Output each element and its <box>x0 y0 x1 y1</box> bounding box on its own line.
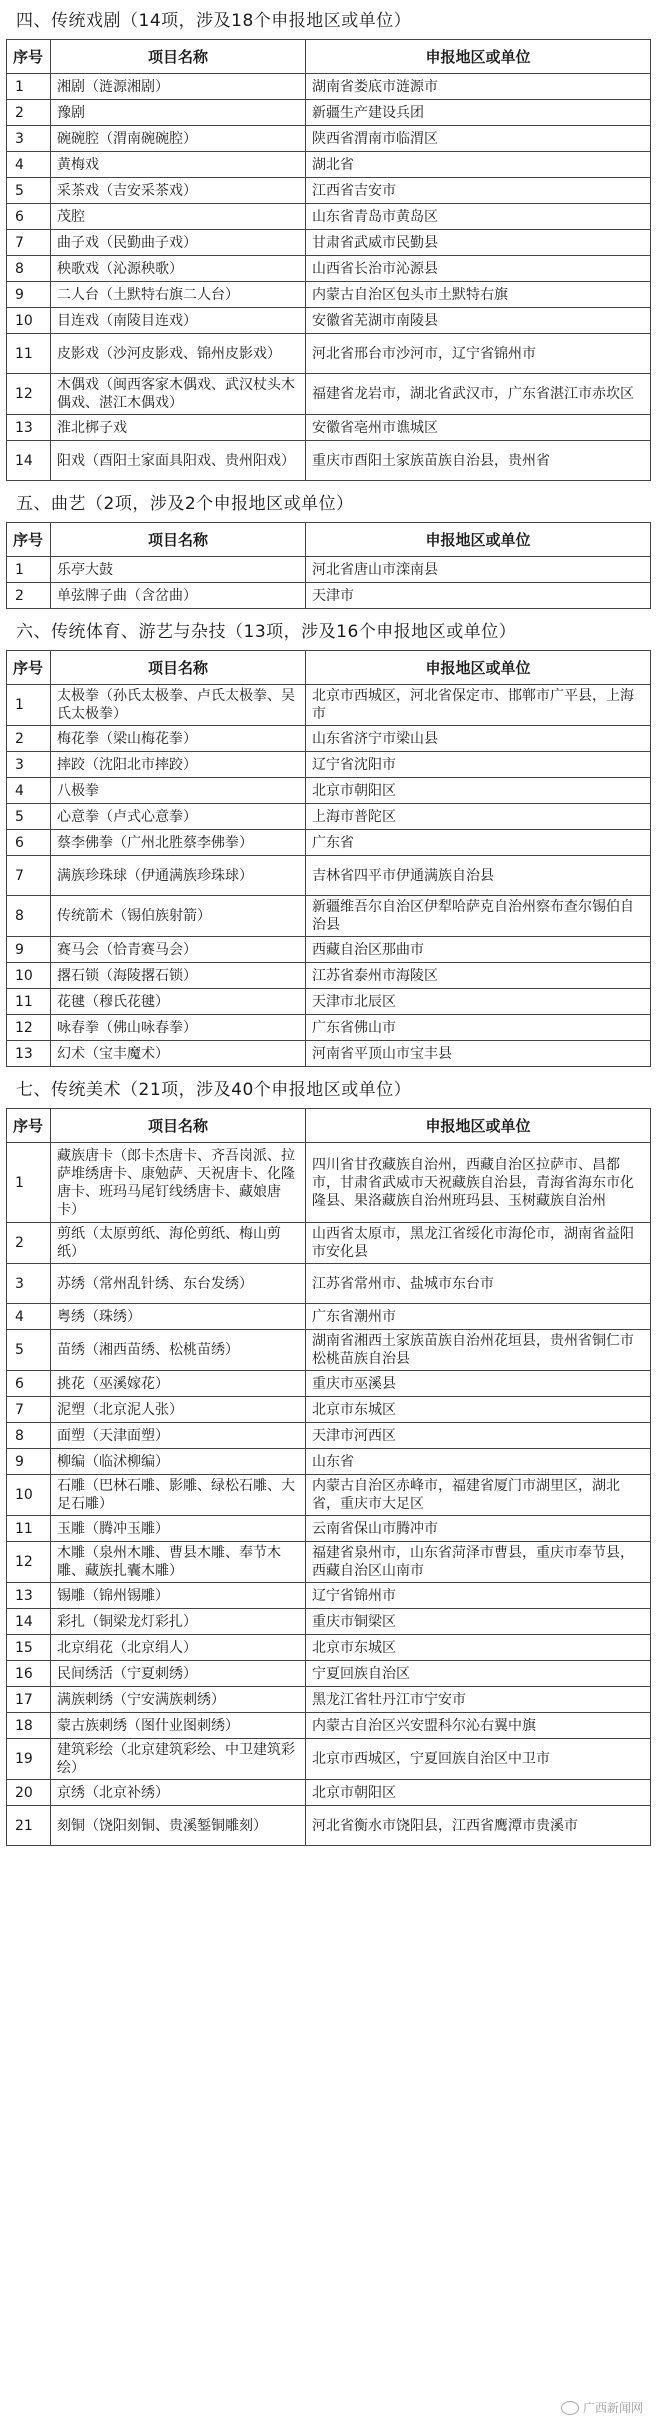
cell-num: 13 <box>7 415 51 441</box>
cell-region: 湖南省湘西土家族苗族自治州花垣县，贵州省铜仁市松桃苗族自治县 <box>306 1330 651 1371</box>
cell-name: 彩扎（铜梁龙灯彩扎） <box>51 1609 306 1635</box>
cell-name: 茂腔 <box>51 204 306 230</box>
cell-region: 重庆市酉阳土家族苗族自治县，贵州省 <box>306 441 651 481</box>
cell-name: 黄梅戏 <box>51 152 306 178</box>
cell-region: 福建省泉州市，山东省菏泽市曹县，重庆市奉节县，西藏自治区山南市 <box>306 1542 651 1583</box>
table-row <box>7 334 651 374</box>
cell-name: 锡雕（锦州锡雕） <box>51 1583 306 1609</box>
cell-name: 采茶戏（吉安采茶戏） <box>51 178 306 204</box>
cell-region: 山西省太原市，黑龙江省绥化市海伦市，湖南省益阳市安化县 <box>306 1223 651 1264</box>
header-num: 序号 <box>7 523 51 557</box>
cell-region: 黑龙江省牡丹江市宁安市 <box>306 1687 651 1713</box>
cell-region: 新疆维吾尔自治区伊犁哈萨克自治州察布查尔锡伯自治县 <box>306 896 651 937</box>
cell-region: 内蒙古自治区包头市土默特右旗 <box>306 282 651 308</box>
cell-num: 8 <box>7 896 51 937</box>
table-row <box>7 374 651 415</box>
header-name: 项目名称 <box>51 40 306 74</box>
table-row <box>7 1806 651 1846</box>
cell-name: 苏绣（常州乱针绣、东台发绣） <box>51 1264 306 1304</box>
cell-num: 9 <box>7 282 51 308</box>
cell-region: 山东省 <box>306 1449 651 1475</box>
table-row <box>7 937 651 963</box>
table-row <box>7 1542 651 1583</box>
cell-name: 民间绣活（宁夏刺绣） <box>51 1661 306 1687</box>
cell-name: 蔡李佛拳（广州北胜蔡李佛拳） <box>51 830 306 856</box>
cell-num: 2 <box>7 100 51 126</box>
table-row <box>7 1739 651 1780</box>
table-row <box>7 1661 651 1687</box>
section-title: 七、传统美术（21项，涉及40个申报地区或单位） <box>16 1080 412 1100</box>
section-4 <box>6 1073 651 1846</box>
cell-num: 18 <box>7 1713 51 1739</box>
table-row <box>7 1143 651 1223</box>
cell-name: 面塑（天津面塑） <box>51 1423 306 1449</box>
cell-num: 1 <box>7 557 51 583</box>
table-header-row <box>7 1109 651 1143</box>
cell-region: 辽宁省沈阳市 <box>306 752 651 778</box>
cell-name: 皮影戏（沙河皮影戏、锦州皮影戏） <box>51 334 306 374</box>
table-row <box>7 963 651 989</box>
table-row <box>7 1609 651 1635</box>
table-row <box>7 726 651 752</box>
section-3 <box>6 615 651 1067</box>
cell-num: 1 <box>7 74 51 100</box>
table-row <box>7 752 651 778</box>
cell-name: 北京绢花（北京绢人） <box>51 1635 306 1661</box>
cell-name: 玉雕（腾冲玉雕） <box>51 1516 306 1542</box>
cell-num: 3 <box>7 126 51 152</box>
table-row <box>7 896 651 937</box>
cell-num: 10 <box>7 1475 51 1516</box>
cell-region: 吉林省四平市伊通满族自治县 <box>306 856 651 896</box>
cell-region: 天津市河西区 <box>306 1423 651 1449</box>
cell-name: 太极拳（孙氏太极拳、卢氏太极拳、吴氏太极拳） <box>51 685 306 726</box>
cell-name: 乐亭大鼓 <box>51 557 306 583</box>
cell-region: 河北省邢台市沙河市，辽宁省锦州市 <box>306 334 651 374</box>
cell-num: 6 <box>7 1371 51 1397</box>
header-name: 项目名称 <box>51 1109 306 1143</box>
cell-num: 2 <box>7 1223 51 1264</box>
cell-region: 上海市普陀区 <box>306 804 651 830</box>
cell-num: 20 <box>7 1780 51 1806</box>
cell-name: 曲子戏（民勤曲子戏） <box>51 230 306 256</box>
cell-num: 13 <box>7 1583 51 1609</box>
cell-region: 云南省保山市腾冲市 <box>306 1516 651 1542</box>
table-row <box>7 1223 651 1264</box>
cell-name: 刻铜（饶阳刻铜、贵溪錾铜雕刻） <box>51 1806 306 1846</box>
cell-num: 6 <box>7 830 51 856</box>
table-header-row <box>7 651 651 685</box>
cell-num: 16 <box>7 1661 51 1687</box>
item-table <box>6 650 651 1067</box>
header-name: 项目名称 <box>51 523 306 557</box>
cell-num: 3 <box>7 752 51 778</box>
table-row <box>7 1449 651 1475</box>
cell-num: 9 <box>7 937 51 963</box>
table-row <box>7 1583 651 1609</box>
cell-num: 4 <box>7 778 51 804</box>
cell-region: 内蒙古自治区兴安盟科尔沁右翼中旗 <box>306 1713 651 1739</box>
cell-region: 安徽省亳州市谯城区 <box>306 415 651 441</box>
cell-region: 江苏省泰州市海陵区 <box>306 963 651 989</box>
cell-name: 挑花（巫溪嫁花） <box>51 1371 306 1397</box>
cell-region: 北京市东城区 <box>306 1397 651 1423</box>
cell-name: 碗碗腔（渭南碗碗腔） <box>51 126 306 152</box>
cell-num: 1 <box>7 685 51 726</box>
table-row <box>7 230 651 256</box>
table-row <box>7 100 651 126</box>
table-row <box>7 557 651 583</box>
cell-num: 17 <box>7 1687 51 1713</box>
watermark <box>561 2399 643 2416</box>
table-row <box>7 126 651 152</box>
table-row <box>7 1041 651 1067</box>
cell-region: 西藏自治区那曲市 <box>306 937 651 963</box>
header-region: 申报地区或单位 <box>306 523 651 557</box>
item-table <box>6 522 651 609</box>
cell-num: 5 <box>7 804 51 830</box>
table-row <box>7 415 651 441</box>
table-header-row <box>7 40 651 74</box>
table-row <box>7 1516 651 1542</box>
cell-num: 11 <box>7 989 51 1015</box>
watermark-text: 广西新闻网 <box>582 2401 643 2415</box>
cell-region: 福建省龙岩市，湖北省武汉市，广东省湛江市赤坎区 <box>306 374 651 415</box>
cell-num: 14 <box>7 1609 51 1635</box>
table-row <box>7 152 651 178</box>
table-row <box>7 1475 651 1516</box>
cell-name: 藏族唐卡（郎卡杰唐卡、齐吾岗派、拉萨堆绣唐卡、康勉萨、天祝唐卡、化隆唐卡、班玛马尾钉线绣唐卡、藏娘唐卡） <box>51 1143 306 1223</box>
cell-region: 安徽省芜湖市南陵县 <box>306 308 651 334</box>
table-row <box>7 74 651 100</box>
cell-name: 目连戏（南陵目连戏） <box>51 308 306 334</box>
cell-name: 二人台（土默特右旗二人台） <box>51 282 306 308</box>
cell-region: 重庆市巫溪县 <box>306 1371 651 1397</box>
cell-num: 4 <box>7 152 51 178</box>
cell-region: 江苏省常州市、盐城市东台市 <box>306 1264 651 1304</box>
header-num: 序号 <box>7 651 51 685</box>
cell-region: 内蒙古自治区赤峰市，福建省厦门市湖里区，湖北省，重庆市大足区 <box>306 1475 651 1516</box>
cell-region: 宁夏回族自治区 <box>306 1661 651 1687</box>
cell-region: 江西省吉安市 <box>306 178 651 204</box>
section-1 <box>6 4 651 481</box>
cell-name: 淮北梆子戏 <box>51 415 306 441</box>
table-row <box>7 1330 651 1371</box>
cell-num: 12 <box>7 1542 51 1583</box>
header-num: 序号 <box>7 1109 51 1143</box>
header-name: 项目名称 <box>51 651 306 685</box>
header-num: 序号 <box>7 40 51 74</box>
table-row <box>7 1371 651 1397</box>
cell-num: 14 <box>7 441 51 481</box>
cell-num: 2 <box>7 726 51 752</box>
section-title: 五、曲艺（2项，涉及2个申报地区或单位） <box>16 494 354 514</box>
cell-num: 5 <box>7 1330 51 1371</box>
cell-name: 剪纸（太原剪纸、海伦剪纸、梅山剪纸） <box>51 1223 306 1264</box>
table-header-row <box>7 523 651 557</box>
table-row <box>7 204 651 230</box>
table-row <box>7 685 651 726</box>
cell-region: 新疆生产建设兵团 <box>306 100 651 126</box>
cell-num: 11 <box>7 334 51 374</box>
cell-name: 摔跤（沈阳北市摔跤） <box>51 752 306 778</box>
cell-region: 湖北省 <box>306 152 651 178</box>
cell-num: 21 <box>7 1806 51 1846</box>
cell-name: 单弦牌子曲（含岔曲） <box>51 583 306 609</box>
table-row <box>7 1635 651 1661</box>
cell-region: 湖南省娄底市涟源市 <box>306 74 651 100</box>
cell-region: 陕西省渭南市临渭区 <box>306 126 651 152</box>
cell-name: 咏春拳（佛山咏春拳） <box>51 1015 306 1041</box>
cell-num: 6 <box>7 204 51 230</box>
cell-num: 10 <box>7 308 51 334</box>
cell-region: 北京市西城区，河北省保定市、邯郸市广平县，上海市 <box>306 685 651 726</box>
cell-num: 10 <box>7 963 51 989</box>
cell-num: 19 <box>7 1739 51 1780</box>
table-row <box>7 1015 651 1041</box>
cell-region: 北京市东城区 <box>306 1635 651 1661</box>
table-row <box>7 1687 651 1713</box>
cell-name: 阳戏（酉阳土家面具阳戏、贵州阳戏） <box>51 441 306 481</box>
cell-name: 心意拳（卢式心意拳） <box>51 804 306 830</box>
cell-name: 京绣（北京补绣） <box>51 1780 306 1806</box>
cell-name: 柳编（临沭柳编） <box>51 1449 306 1475</box>
cell-num: 8 <box>7 256 51 282</box>
cell-region: 广东省潮州市 <box>306 1304 651 1330</box>
table-row <box>7 1304 651 1330</box>
cell-region: 辽宁省锦州市 <box>306 1583 651 1609</box>
section-title: 六、传统体育、游艺与杂技（13项，涉及16个申报地区或单位） <box>16 622 517 642</box>
table-row <box>7 441 651 481</box>
cell-region: 甘肃省武威市民勤县 <box>306 230 651 256</box>
cell-num: 12 <box>7 1015 51 1041</box>
cell-region: 天津市 <box>306 583 651 609</box>
cell-region: 北京市朝阳区 <box>306 1780 651 1806</box>
table-row <box>7 178 651 204</box>
cell-name: 建筑彩绘（北京建筑彩绘、中卫建筑彩绘） <box>51 1739 306 1780</box>
table-row <box>7 989 651 1015</box>
cell-region: 河南省平顶山市宝丰县 <box>306 1041 651 1067</box>
table-row <box>7 1397 651 1423</box>
cell-name: 泥塑（北京泥人张） <box>51 1397 306 1423</box>
chat-bubble-icon <box>561 2401 579 2415</box>
cell-name: 湘剧（涟源湘剧） <box>51 74 306 100</box>
cell-num: 4 <box>7 1304 51 1330</box>
sections-container <box>6 4 651 1846</box>
table-row <box>7 856 651 896</box>
cell-name: 石雕（巴林石雕、影雕、绿松石雕、大足石雕） <box>51 1475 306 1516</box>
cell-region: 天津市北辰区 <box>306 989 651 1015</box>
cell-region: 四川省甘孜藏族自治州，西藏自治区拉萨市、昌都市，甘肃省武威市天祝藏族自治县，青海省海东市化隆县、果洛藏族自治州班玛县、玉树藏族自治州 <box>306 1143 651 1223</box>
table-row <box>7 308 651 334</box>
cell-num: 7 <box>7 230 51 256</box>
cell-num: 7 <box>7 856 51 896</box>
cell-region: 山西省长治市沁源县 <box>306 256 651 282</box>
cell-num: 15 <box>7 1635 51 1661</box>
cell-name: 撂石锁（海陵撂石锁） <box>51 963 306 989</box>
item-table <box>6 1108 651 1846</box>
header-region: 申报地区或单位 <box>306 1109 651 1143</box>
cell-num: 5 <box>7 178 51 204</box>
cell-name: 八极拳 <box>51 778 306 804</box>
cell-region: 河北省衡水市饶阳县，江西省鹰潭市贵溪市 <box>306 1806 651 1846</box>
cell-region: 广东省佛山市 <box>306 1015 651 1041</box>
cell-name: 满族珍珠球（伊通满族珍珠球） <box>51 856 306 896</box>
table-row <box>7 583 651 609</box>
section-title: 四、传统戏剧（14项，涉及18个申报地区或单位） <box>16 11 412 31</box>
table-row <box>7 1713 651 1739</box>
cell-name: 苗绣（湘西苗绣、松桃苗绣） <box>51 1330 306 1371</box>
cell-name: 赛马会（恰青赛马会） <box>51 937 306 963</box>
cell-region: 北京市西城区，宁夏回族自治区中卫市 <box>306 1739 651 1780</box>
cell-region: 广东省 <box>306 830 651 856</box>
cell-num: 3 <box>7 1264 51 1304</box>
cell-num: 2 <box>7 583 51 609</box>
cell-name: 木雕（泉州木雕、曹县木雕、奉节木雕、藏族扎囊木雕） <box>51 1542 306 1583</box>
cell-num: 7 <box>7 1397 51 1423</box>
cell-num: 11 <box>7 1516 51 1542</box>
cell-name: 秧歌戏（沁源秧歌） <box>51 256 306 282</box>
cell-name: 传统箭术（锡伯族射箭） <box>51 896 306 937</box>
cell-region: 重庆市铜梁区 <box>306 1609 651 1635</box>
table-row <box>7 778 651 804</box>
cell-name: 花毽（穆氏花毽） <box>51 989 306 1015</box>
header-region: 申报地区或单位 <box>306 651 651 685</box>
section-2 <box>6 487 651 609</box>
table-row <box>7 804 651 830</box>
cell-name: 粤绣（珠绣） <box>51 1304 306 1330</box>
cell-region: 山东省青岛市黄岛区 <box>306 204 651 230</box>
table-row <box>7 282 651 308</box>
cell-name: 蒙古族刺绣（图什业图刺绣） <box>51 1713 306 1739</box>
table-row <box>7 1780 651 1806</box>
item-table <box>6 39 651 481</box>
table-row <box>7 1264 651 1304</box>
cell-region: 河北省唐山市滦南县 <box>306 557 651 583</box>
table-row <box>7 1423 651 1449</box>
cell-name: 梅花拳（梁山梅花拳） <box>51 726 306 752</box>
cell-name: 满族刺绣（宁安满族刺绣） <box>51 1687 306 1713</box>
cell-name: 木偶戏（闽西客家木偶戏、武汉杖头木偶戏、湛江木偶戏） <box>51 374 306 415</box>
table-row <box>7 256 651 282</box>
table-row <box>7 830 651 856</box>
cell-num: 13 <box>7 1041 51 1067</box>
cell-num: 9 <box>7 1449 51 1475</box>
cell-region: 山东省济宁市梁山县 <box>306 726 651 752</box>
cell-name: 豫剧 <box>51 100 306 126</box>
cell-num: 8 <box>7 1423 51 1449</box>
cell-num: 12 <box>7 374 51 415</box>
cell-name: 幻术（宝丰魔术） <box>51 1041 306 1067</box>
cell-region: 北京市朝阳区 <box>306 778 651 804</box>
cell-num: 1 <box>7 1143 51 1223</box>
header-region: 申报地区或单位 <box>306 40 651 74</box>
